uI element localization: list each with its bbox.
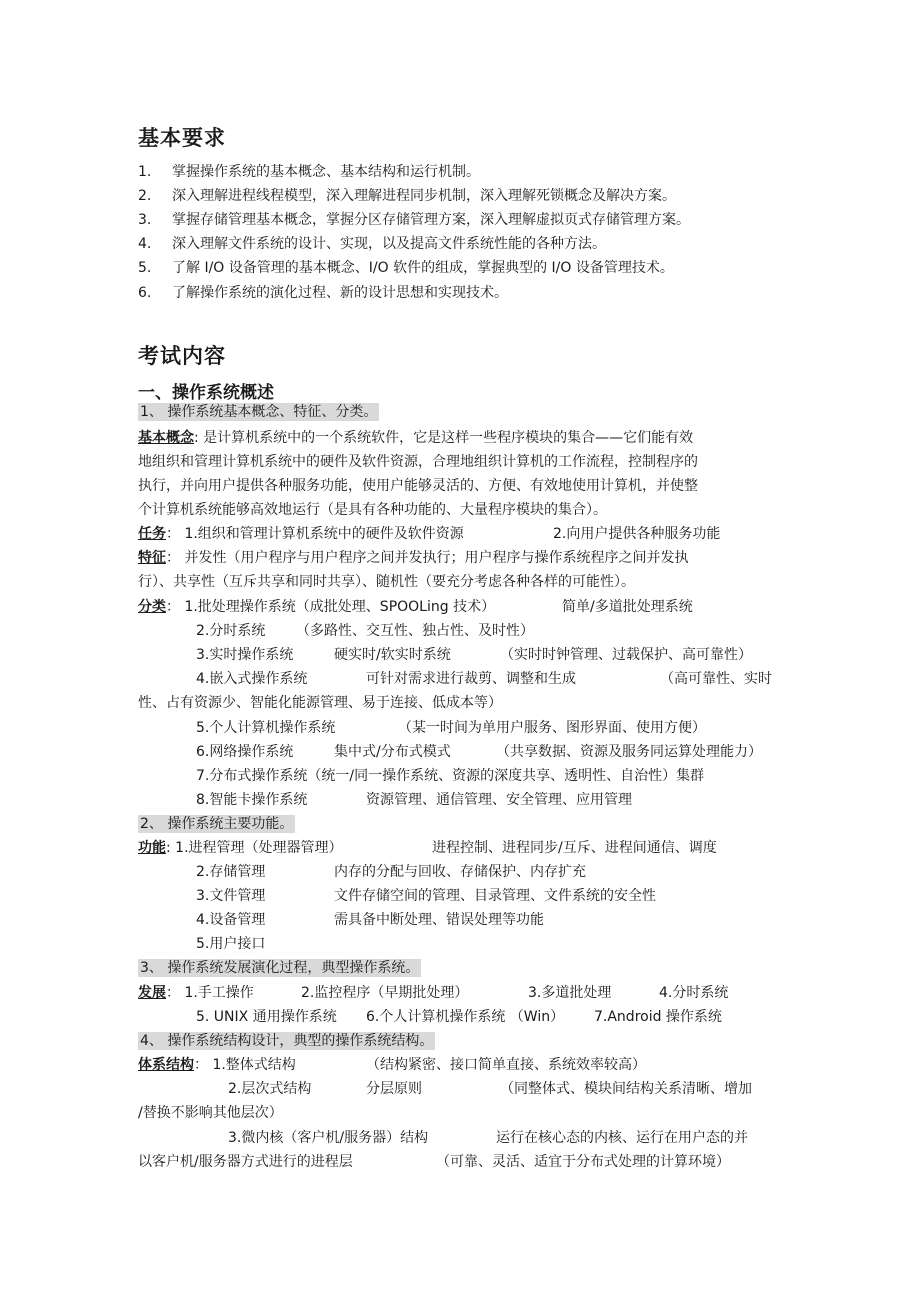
- function-text: 5.用户接口: [196, 936, 266, 952]
- list-item: 深入理解文件系统的设计、实现，以及提高文件系统性能的各种方法。: [172, 236, 606, 252]
- architecture-text: ： 1.整体式结构: [194, 1057, 296, 1073]
- concept-text: 个计算机系统能够高效地运行（是具有各种功能的、大量程序模块的集合）。: [138, 502, 607, 518]
- development-text: 2.监控程序（早期批处理）: [301, 985, 469, 1001]
- task-label: 任务: [138, 526, 166, 542]
- class-text: （多路性、交互性、独占性、及时性）: [296, 623, 534, 639]
- class-text: （实时时钟管理、过载保护、高可靠性）: [500, 647, 752, 663]
- class-text: 6.网络操作系统: [196, 744, 294, 760]
- class-text: 集中式/分布式模式: [334, 744, 451, 760]
- development-text: 5. UNIX 通用操作系统: [196, 1009, 337, 1025]
- list-item: 深入理解进程线程模型，深入理解进程同步机制，深入理解死锁概念及解决方案。: [172, 188, 676, 204]
- feature-label: 特征: [138, 550, 166, 566]
- task-text: ： 1.组织和管理计算机系统中的硬件及软件资源: [166, 526, 464, 542]
- list-number: 4.: [138, 236, 152, 252]
- class-text: 性、占有资源少、智能化能源管理、易于连接、低成本等）: [138, 695, 502, 711]
- function-text: 2.存储管理: [196, 864, 266, 880]
- subsection-heading: 3、 操作系统发展演化过程，典型操作系统。: [140, 960, 420, 976]
- function-text: 需具备中断处理、错误处理等功能: [334, 912, 544, 928]
- list-item: 掌握操作系统的基本概念、基本结构和运行机制。: [172, 164, 480, 180]
- function-text: 文件存储空间的管理、目录管理、文件系统的安全性: [334, 888, 656, 904]
- architecture-text: （同整体式、模块间结构关系清晰、增加: [500, 1081, 752, 1097]
- list-item: 了解 I/O 设备管理的基本概念、I/O 软件的组成，掌握典型的 I/O 设备管理技术。: [172, 260, 674, 276]
- architecture-text: 分层原则: [366, 1081, 422, 1097]
- class-label: 分类: [138, 599, 166, 615]
- class-text: 资源管理、通信管理、安全管理、应用管理: [366, 792, 632, 808]
- development-text: ： 1.手工操作: [166, 985, 254, 1001]
- class-text: 可针对需求进行裁剪、调整和生成: [366, 671, 576, 687]
- subsection-heading: 4、 操作系统结构设计，典型的操作系统结构。: [140, 1033, 434, 1049]
- architecture-text: /替换不影响其他层次）: [138, 1105, 283, 1121]
- list-item: 了解操作系统的演化过程、新的设计思想和实现技术。: [172, 285, 508, 301]
- function-label: 功能: [138, 840, 166, 856]
- class-text: 7.分布式操作系统（统一/同一操作系统、资源的深度共享、透明性、自治性）集群: [196, 768, 705, 784]
- development-text: 7.Android 操作系统: [594, 1009, 722, 1025]
- function-text: 4.设备管理: [196, 912, 266, 928]
- list-number: 6.: [138, 285, 152, 301]
- architecture-text: （可靠、灵活、适宜于分布式处理的计算环境）: [436, 1154, 730, 1170]
- function-text: 进程控制、进程同步/互斥、进程间通信、调度: [432, 840, 717, 856]
- class-text: 5.个人计算机操作系统: [196, 720, 336, 736]
- class-text: （某一时间为单用户服务、图形界面、使用方便）: [398, 720, 706, 736]
- architecture-label: 体系结构: [138, 1057, 194, 1073]
- class-text: 8.智能卡操作系统: [196, 792, 308, 808]
- development-text: 6.个人计算机操作系统 （Win）: [366, 1009, 565, 1025]
- concept-text: : 是计算机系统中的一个系统软件，它是这样一些程序模块的集合——它们能有效: [194, 430, 694, 446]
- subsection-heading: 1、 操作系统基本概念、特征、分类。: [140, 404, 378, 420]
- feature-text: 行）、共享性（互斥共享和同时共享）、随机性（要充分考虑各种各样的可能性）。: [138, 574, 635, 590]
- subsection-heading: 2、 操作系统主要功能。: [140, 816, 294, 832]
- class-text: 硬实时/软实时系统: [334, 647, 451, 663]
- concept-label: 基本概念: [138, 430, 194, 446]
- architecture-text: 运行在核心态的内核、运行在用户态的并: [496, 1130, 748, 1146]
- development-label: 发展: [138, 985, 166, 1001]
- concept-text: 执行，并向用户提供各种服务功能，使用户能够灵活的、方便、有效地使用计算机，并使整: [138, 478, 698, 494]
- chapter-heading: 一、操作系统概述: [138, 383, 274, 403]
- section-title-exam: 考试内容: [138, 344, 226, 368]
- architecture-text: （结构紧密、接口简单直接、系统效率较高）: [366, 1057, 646, 1073]
- architecture-text: 3.微内核（客户机/服务器）结构: [228, 1130, 429, 1146]
- list-number: 3.: [138, 212, 152, 228]
- task-text: 2.向用户提供各种服务功能: [553, 526, 721, 542]
- class-text: （共享数据、资源及服务同运算处理能力）: [496, 744, 762, 760]
- architecture-text: 以客户机/服务器方式进行的进程层: [138, 1154, 353, 1170]
- class-text: 2.分时系统: [196, 623, 266, 639]
- class-text: 3.实时操作系统: [196, 647, 294, 663]
- class-text: 简单/多道批处理系统: [562, 599, 693, 615]
- feature-text: ： 并发性（用户程序与用户程序之间并发执行；用户程序与操作系统程序之间并发执: [166, 550, 689, 566]
- section-title-basic: 基本要求: [138, 126, 226, 150]
- function-text: 内存的分配与回收、存储保护、内存扩充: [334, 864, 586, 880]
- class-text: ： 1.批处理操作系统（成批处理、SPOOLing 技术）: [166, 599, 496, 615]
- class-text: （高可靠性、实时: [660, 671, 772, 687]
- function-text: 3.文件管理: [196, 888, 266, 904]
- list-number: 2.: [138, 188, 152, 204]
- development-text: 3.多道批处理: [528, 985, 612, 1001]
- development-text: 4.分时系统: [659, 985, 729, 1001]
- concept-text: 地组织和管理计算机系统中的硬件及软件资源，合理地组织计算机的工作流程，控制程序的: [138, 454, 698, 470]
- architecture-text: 2.层次式结构: [228, 1081, 312, 1097]
- list-item: 掌握存储管理基本概念，掌握分区存储管理方案，深入理解虚拟页式存储管理方案。: [172, 212, 690, 228]
- list-number: 1.: [138, 164, 152, 180]
- list-number: 5.: [138, 260, 152, 276]
- function-text: : 1.进程管理（处理器管理）: [166, 840, 343, 856]
- class-text: 4.嵌入式操作系统: [196, 671, 308, 687]
